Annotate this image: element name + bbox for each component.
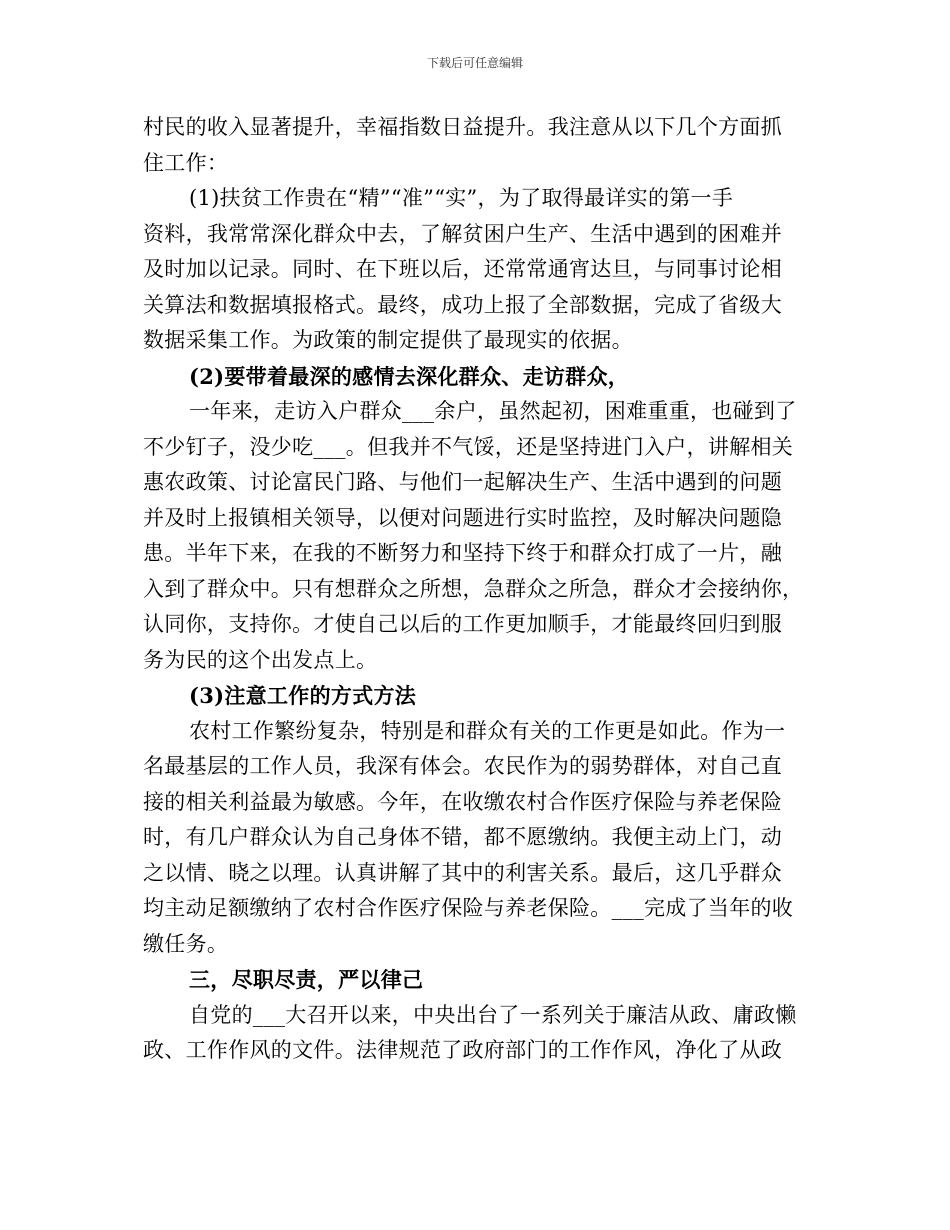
text-line: 接的相关利益最为敏感。今年，在收缴农村合作医疗保险与养老保险: [143, 789, 782, 814]
text-line: 及时加以记录。同时、在下班以后，还常常通宵达旦，与同事讨论相: [143, 257, 782, 281]
text-line: 村民的收入显著提升，幸福指数日益提升。我注意从以下几个方面抓: [143, 115, 782, 139]
text-line: 务为民的这个出发点上。: [143, 647, 378, 672]
section-heading: (2)要带着最深的感情去深化群众、走访群众，: [189, 363, 630, 389]
text-line: 不少钉子，没少吃___。但我并不气馁，还是坚持进门入户，讲解相关: [143, 434, 794, 459]
text-line: (1)扶贫工作贵在“精”“准”“实”，为了取得最详实的第一手: [189, 186, 734, 210]
text-line: 并及时上报镇相关领导，以便对问题进行实时监控，及时解决问题隐: [143, 505, 782, 530]
text-line: 惠农政策、讨论富民门路、与他们一起解决生产、生活中遇到的问题: [143, 470, 782, 494]
text-line: 认同你，支持你。才使自己以后的工作更加顺手，才能最终回归到服: [143, 612, 782, 636]
text-line: 之以情、晓之以理。认真讲解了其中的利害关系。最后，这几乎群众: [143, 860, 782, 885]
text-line: 政、工作作风的文件。法律规范了政府部门的工作作风，净化了从政: [143, 1038, 782, 1062]
text-line: 住工作：: [143, 150, 229, 175]
text-line: 资料，我常常深化群众中去，了解贫困户生产、生活中遇到的困难并: [143, 221, 782, 246]
text-line: 入到了群众中。只有想群众之所想，急群众之所急，群众才会接纳你，: [143, 576, 804, 601]
text-line: 时，有几户群众认为自己身体不错，都不愿缴纳。我便主动上门，动: [143, 825, 782, 849]
text-line: 一年来，走访入户群众___余户，虽然起初，困难重重，也碰到了: [189, 399, 797, 423]
text-line: 自党的___大召开以来，中央出台了一系列关于廉洁从政、庸政懒: [189, 1002, 797, 1027]
document-body: [143, 110, 808, 1069]
text-line: 患。半年下来，在我的不断努力和坚持下终于和群众打成了一片，融: [143, 541, 782, 565]
page-header: 下载后可任意编辑: [426, 56, 523, 70]
text-line: 名最基层的工作人员，我深有体会。农民作为的弱势群体，对自己直: [143, 754, 782, 778]
section-heading: (3)注意工作的方式方法: [189, 683, 417, 708]
text-line: 数据采集工作。为政策的制定提供了最现实的依据。: [143, 328, 633, 352]
text-line: 缴任务。: [143, 931, 229, 956]
text-line: 关算法和数据填报格式。最终，成功上报了全部数据，完成了省级大: [143, 292, 782, 317]
text-line: 农村工作繁纷复杂，特别是和群众有关的工作更是如此。作为一: [189, 718, 786, 743]
section-heading: 三，尽职尽责，严以律己: [189, 967, 424, 992]
text-line: 均主动足额缴纳了农村合作医疗保险与养老保险。___完成了当年的收: [143, 896, 794, 920]
